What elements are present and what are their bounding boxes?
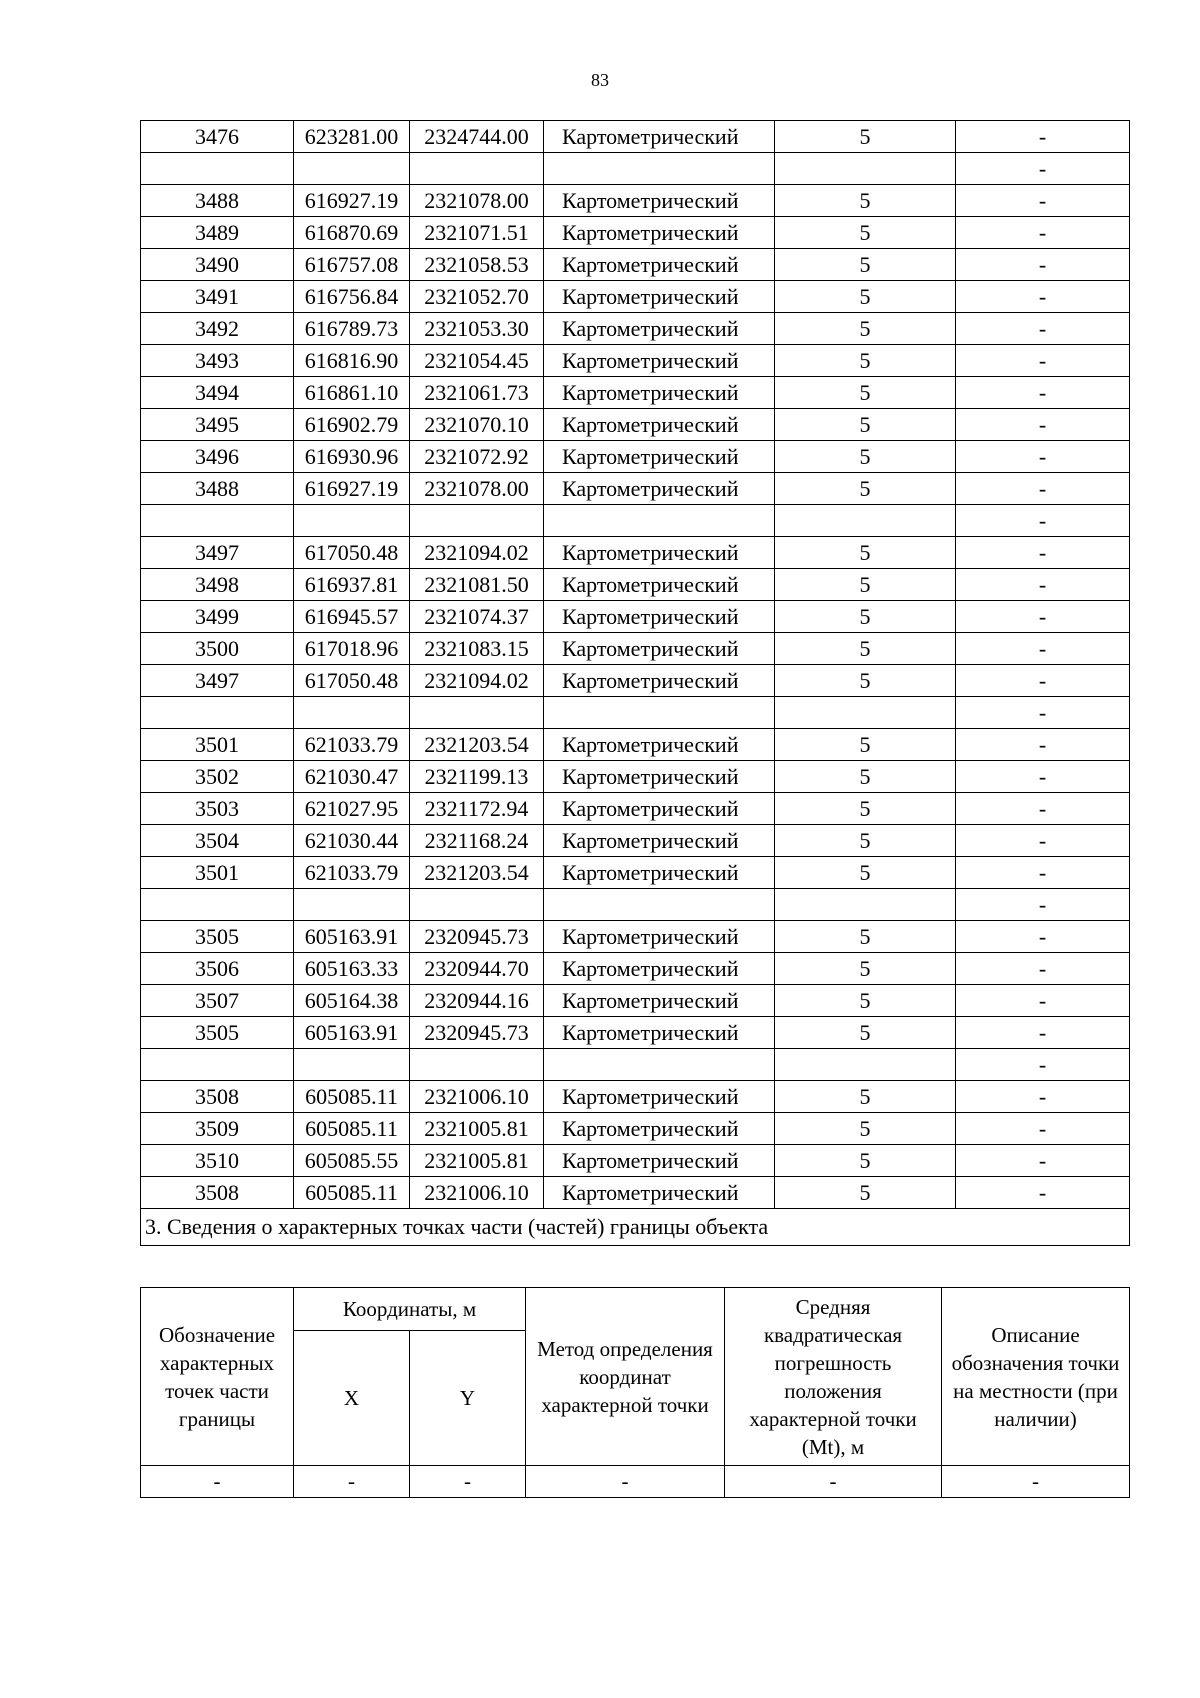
description-cell: - <box>956 793 1130 825</box>
description-cell: - <box>956 249 1130 281</box>
table-row <box>141 665 1130 697</box>
table-row <box>141 249 1130 281</box>
y-cell <box>410 153 544 185</box>
method-cell: Картометрический <box>544 857 775 889</box>
error-cell: 5 <box>775 345 956 377</box>
table-row <box>141 505 1130 537</box>
description-cell: - <box>942 1466 1130 1498</box>
method-cell <box>544 889 775 921</box>
error-cell: 5 <box>775 601 956 633</box>
error-cell: 5 <box>775 185 956 217</box>
method-cell: Картометрический <box>544 761 775 793</box>
description-cell: - <box>956 121 1130 153</box>
point-number-cell: 3488 <box>141 473 294 505</box>
point-number-cell: 3490 <box>141 249 294 281</box>
x-cell: 616870.69 <box>294 217 410 249</box>
y-cell: 2321061.73 <box>410 377 544 409</box>
y-cell: 2321070.10 <box>410 409 544 441</box>
y-cell: 2321094.02 <box>410 665 544 697</box>
description-cell: - <box>956 409 1130 441</box>
point-number-cell: 3509 <box>141 1113 294 1145</box>
table-row <box>141 409 1130 441</box>
error-cell: 5 <box>775 249 956 281</box>
method-cell: Картометрический <box>544 281 775 313</box>
method-cell: Картометрический <box>544 185 775 217</box>
error-cell: 5 <box>775 1017 956 1049</box>
description-cell: - <box>956 313 1130 345</box>
section3-title-row <box>141 1209 1130 1246</box>
error-cell: 5 <box>775 953 956 985</box>
description-cell: - <box>956 857 1130 889</box>
point-number-cell: 3476 <box>141 121 294 153</box>
x-cell: 605163.91 <box>294 921 410 953</box>
description-cell: - <box>956 985 1130 1017</box>
point-number-cell: 3508 <box>141 1177 294 1209</box>
table-row <box>141 1177 1130 1209</box>
x-cell: 617050.48 <box>294 537 410 569</box>
description-cell: - <box>956 825 1130 857</box>
point-number-cell: 3507 <box>141 985 294 1017</box>
table-row <box>141 537 1130 569</box>
point-number-cell: 3491 <box>141 281 294 313</box>
table-row <box>141 889 1130 921</box>
table-row <box>141 1145 1130 1177</box>
x-cell: 616945.57 <box>294 601 410 633</box>
x-cell: 621033.79 <box>294 857 410 889</box>
point-number-cell: 3506 <box>141 953 294 985</box>
x-cell: 616757.08 <box>294 249 410 281</box>
table-row <box>141 985 1130 1017</box>
error-cell: 5 <box>775 1113 956 1145</box>
description-cell: - <box>956 665 1130 697</box>
error-cell: 5 <box>775 633 956 665</box>
y-cell: 2321081.50 <box>410 569 544 601</box>
y-cell: 2321199.13 <box>410 761 544 793</box>
method-cell: Картометрический <box>544 1017 775 1049</box>
description-cell: - <box>956 473 1130 505</box>
method-cell: Картометрический <box>544 1177 775 1209</box>
method-cell: Картометрический <box>544 377 775 409</box>
y-cell <box>410 505 544 537</box>
x-cell: 605163.33 <box>294 953 410 985</box>
table-row <box>141 825 1130 857</box>
x-cell <box>294 505 410 537</box>
point-number-cell: 3508 <box>141 1081 294 1113</box>
description-cell: - <box>956 633 1130 665</box>
point-number-cell: 3503 <box>141 793 294 825</box>
table-row <box>141 953 1130 985</box>
description-cell: - <box>956 377 1130 409</box>
y-cell: 2321094.02 <box>410 537 544 569</box>
error-cell: 5 <box>775 217 956 249</box>
header-error: Средняя квадратическая погрешность положения характерной точки (Mt), м <box>725 1288 942 1466</box>
error-cell: 5 <box>775 281 956 313</box>
point-number-cell: 3505 <box>141 1017 294 1049</box>
point-number-cell: 3488 <box>141 185 294 217</box>
error-cell <box>775 1049 956 1081</box>
error-cell <box>775 889 956 921</box>
method-cell: Картометрический <box>544 793 775 825</box>
method-cell: Картометрический <box>544 569 775 601</box>
x-cell: 621030.44 <box>294 825 410 857</box>
error-cell: 5 <box>775 441 956 473</box>
table-row <box>141 345 1130 377</box>
y-cell: 2321083.15 <box>410 633 544 665</box>
y-cell: 2321078.00 <box>410 473 544 505</box>
x-cell: - <box>294 1466 410 1498</box>
y-cell <box>410 889 544 921</box>
point-number-cell: 3496 <box>141 441 294 473</box>
section3-table <box>140 1287 1130 1498</box>
y-cell: 2321074.37 <box>410 601 544 633</box>
error-cell: 5 <box>775 313 956 345</box>
x-cell: 605085.11 <box>294 1081 410 1113</box>
coordinates-table <box>140 120 1130 1246</box>
x-cell: 616756.84 <box>294 281 410 313</box>
y-cell: 2321203.54 <box>410 729 544 761</box>
x-cell <box>294 697 410 729</box>
table-row <box>141 1466 1130 1498</box>
method-cell: Картометрический <box>544 313 775 345</box>
description-cell: - <box>956 697 1130 729</box>
method-cell: Картометрический <box>544 985 775 1017</box>
description-cell: - <box>956 601 1130 633</box>
method-cell <box>544 505 775 537</box>
table-row <box>141 185 1130 217</box>
y-cell: 2321052.70 <box>410 281 544 313</box>
header-x: X <box>294 1331 410 1466</box>
method-cell: Картометрический <box>544 345 775 377</box>
table-row <box>141 1049 1130 1081</box>
section3-title: 3. Сведения о характерных точках части (частей) границы объекта <box>141 1209 1130 1246</box>
point-number-cell <box>141 505 294 537</box>
table-row <box>141 633 1130 665</box>
method-cell <box>544 153 775 185</box>
error-cell: 5 <box>775 921 956 953</box>
x-cell: 605085.11 <box>294 1177 410 1209</box>
error-cell: 5 <box>775 857 956 889</box>
header-method: Метод определения координат характерной точки <box>526 1288 725 1466</box>
error-cell: 5 <box>775 825 956 857</box>
method-cell: Картометрический <box>544 441 775 473</box>
method-cell <box>544 697 775 729</box>
point-number-cell: 3504 <box>141 825 294 857</box>
method-cell: Картометрический <box>544 825 775 857</box>
table-row <box>141 921 1130 953</box>
header-description: Описание обозначения точки на местности (при наличии) <box>942 1288 1130 1466</box>
x-cell: 616927.19 <box>294 185 410 217</box>
y-cell: 2320944.16 <box>410 985 544 1017</box>
y-cell: 2321006.10 <box>410 1081 544 1113</box>
description-cell: - <box>956 441 1130 473</box>
method-cell: Картометрический <box>544 473 775 505</box>
method-cell: Картометрический <box>544 953 775 985</box>
table-row <box>141 761 1130 793</box>
y-cell: 2321058.53 <box>410 249 544 281</box>
error-cell: 5 <box>775 569 956 601</box>
table-row <box>141 217 1130 249</box>
x-cell: 616937.81 <box>294 569 410 601</box>
description-cell: - <box>956 217 1130 249</box>
error-cell: 5 <box>775 473 956 505</box>
point-number-cell: 3497 <box>141 537 294 569</box>
method-cell: Картометрический <box>544 121 775 153</box>
table-row <box>141 377 1130 409</box>
error-cell: 5 <box>775 537 956 569</box>
error-cell <box>775 697 956 729</box>
x-cell: 617050.48 <box>294 665 410 697</box>
point-number-cell: 3501 <box>141 857 294 889</box>
error-cell: 5 <box>775 729 956 761</box>
y-cell: 2320945.73 <box>410 1017 544 1049</box>
x-cell: 616927.19 <box>294 473 410 505</box>
point-number-cell: 3498 <box>141 569 294 601</box>
table-row <box>141 281 1130 313</box>
point-number-cell <box>141 153 294 185</box>
method-cell: Картометрический <box>544 409 775 441</box>
table-row <box>141 793 1130 825</box>
error-cell: 5 <box>775 409 956 441</box>
method-cell: Картометрический <box>544 537 775 569</box>
coordinates-table-body <box>141 121 1130 1209</box>
x-cell: 616902.79 <box>294 409 410 441</box>
x-cell <box>294 1049 410 1081</box>
x-cell: 617018.96 <box>294 633 410 665</box>
point-number-cell: 3500 <box>141 633 294 665</box>
description-cell: - <box>956 1081 1130 1113</box>
error-cell: 5 <box>775 1177 956 1209</box>
table-row <box>141 121 1130 153</box>
point-number-cell <box>141 889 294 921</box>
table-row <box>141 153 1130 185</box>
description-cell: - <box>956 889 1130 921</box>
point-number-cell: - <box>141 1466 294 1498</box>
error-cell <box>775 153 956 185</box>
point-number-cell <box>141 697 294 729</box>
x-cell: 605163.91 <box>294 1017 410 1049</box>
error-cell: 5 <box>775 1145 956 1177</box>
method-cell: Картометрический <box>544 1113 775 1145</box>
y-cell: 2321005.81 <box>410 1145 544 1177</box>
point-number-cell: 3492 <box>141 313 294 345</box>
description-cell: - <box>956 761 1130 793</box>
error-cell: 5 <box>775 121 956 153</box>
description-cell: - <box>956 153 1130 185</box>
error-cell <box>775 505 956 537</box>
description-cell: - <box>956 185 1130 217</box>
x-cell: 621030.47 <box>294 761 410 793</box>
x-cell: 623281.00 <box>294 121 410 153</box>
y-cell: 2321053.30 <box>410 313 544 345</box>
y-cell: 2321071.51 <box>410 217 544 249</box>
error-cell: 5 <box>775 1081 956 1113</box>
method-cell: Картометрический <box>544 217 775 249</box>
table-row <box>141 313 1130 345</box>
point-number-cell: 3505 <box>141 921 294 953</box>
x-cell <box>294 889 410 921</box>
method-cell: Картометрический <box>544 1145 775 1177</box>
y-cell: 2321005.81 <box>410 1113 544 1145</box>
method-cell: Картометрический <box>544 729 775 761</box>
table-row <box>141 697 1130 729</box>
x-cell: 605164.38 <box>294 985 410 1017</box>
section3-table-body <box>141 1466 1130 1498</box>
method-cell: Картометрический <box>544 921 775 953</box>
table-row <box>141 1017 1130 1049</box>
y-cell: 2321172.94 <box>410 793 544 825</box>
description-cell: - <box>956 1049 1130 1081</box>
point-number-cell: 3489 <box>141 217 294 249</box>
y-cell: 2321203.54 <box>410 857 544 889</box>
description-cell: - <box>956 1017 1130 1049</box>
method-cell <box>544 1049 775 1081</box>
y-cell: 2324744.00 <box>410 121 544 153</box>
description-cell: - <box>956 921 1130 953</box>
header-coordinates: Координаты, м <box>294 1288 526 1331</box>
point-number-cell: 3493 <box>141 345 294 377</box>
y-cell <box>410 697 544 729</box>
x-cell: 616861.10 <box>294 377 410 409</box>
y-cell <box>410 1049 544 1081</box>
table-row <box>141 473 1130 505</box>
error-cell: - <box>725 1466 942 1498</box>
error-cell: 5 <box>775 985 956 1017</box>
page-number: 83 <box>591 70 609 90</box>
x-cell: 621033.79 <box>294 729 410 761</box>
y-cell: 2321006.10 <box>410 1177 544 1209</box>
y-cell: 2321168.24 <box>410 825 544 857</box>
x-cell <box>294 153 410 185</box>
section3-header-row <box>141 1288 1130 1331</box>
x-cell: 616789.73 <box>294 313 410 345</box>
point-number-cell: 3495 <box>141 409 294 441</box>
method-cell: Картометрический <box>544 249 775 281</box>
table-row <box>141 1081 1130 1113</box>
table-row <box>141 441 1130 473</box>
point-number-cell: 3501 <box>141 729 294 761</box>
point-number-cell: 3510 <box>141 1145 294 1177</box>
y-cell: 2321072.92 <box>410 441 544 473</box>
y-cell: 2321078.00 <box>410 185 544 217</box>
error-cell: 5 <box>775 665 956 697</box>
table-row <box>141 729 1130 761</box>
point-number-cell: 3494 <box>141 377 294 409</box>
table-row <box>141 601 1130 633</box>
y-cell: 2320944.70 <box>410 953 544 985</box>
description-cell: - <box>956 729 1130 761</box>
description-cell: - <box>956 505 1130 537</box>
description-cell: - <box>956 1113 1130 1145</box>
point-number-cell <box>141 1049 294 1081</box>
error-cell: 5 <box>775 377 956 409</box>
table-row <box>141 857 1130 889</box>
x-cell: 605085.55 <box>294 1145 410 1177</box>
y-cell: - <box>410 1466 526 1498</box>
error-cell: 5 <box>775 793 956 825</box>
description-cell: - <box>956 569 1130 601</box>
method-cell: Картометрический <box>544 1081 775 1113</box>
header-y: Y <box>410 1331 526 1466</box>
x-cell: 621027.95 <box>294 793 410 825</box>
point-number-cell: 3499 <box>141 601 294 633</box>
table-row <box>141 1113 1130 1145</box>
error-cell: 5 <box>775 761 956 793</box>
method-cell: - <box>526 1466 725 1498</box>
y-cell: 2320945.73 <box>410 921 544 953</box>
description-cell: - <box>956 537 1130 569</box>
table-row <box>141 569 1130 601</box>
header-designation: Обозначение характерных точек части границы <box>141 1288 294 1466</box>
x-cell: 616816.90 <box>294 345 410 377</box>
description-cell: - <box>956 345 1130 377</box>
x-cell: 605085.11 <box>294 1113 410 1145</box>
method-cell: Картометрический <box>544 633 775 665</box>
point-number-cell: 3497 <box>141 665 294 697</box>
method-cell: Картометрический <box>544 665 775 697</box>
description-cell: - <box>956 1145 1130 1177</box>
description-cell: - <box>956 953 1130 985</box>
method-cell: Картометрический <box>544 601 775 633</box>
point-number-cell: 3502 <box>141 761 294 793</box>
description-cell: - <box>956 281 1130 313</box>
x-cell: 616930.96 <box>294 441 410 473</box>
y-cell: 2321054.45 <box>410 345 544 377</box>
description-cell: - <box>956 1177 1130 1209</box>
